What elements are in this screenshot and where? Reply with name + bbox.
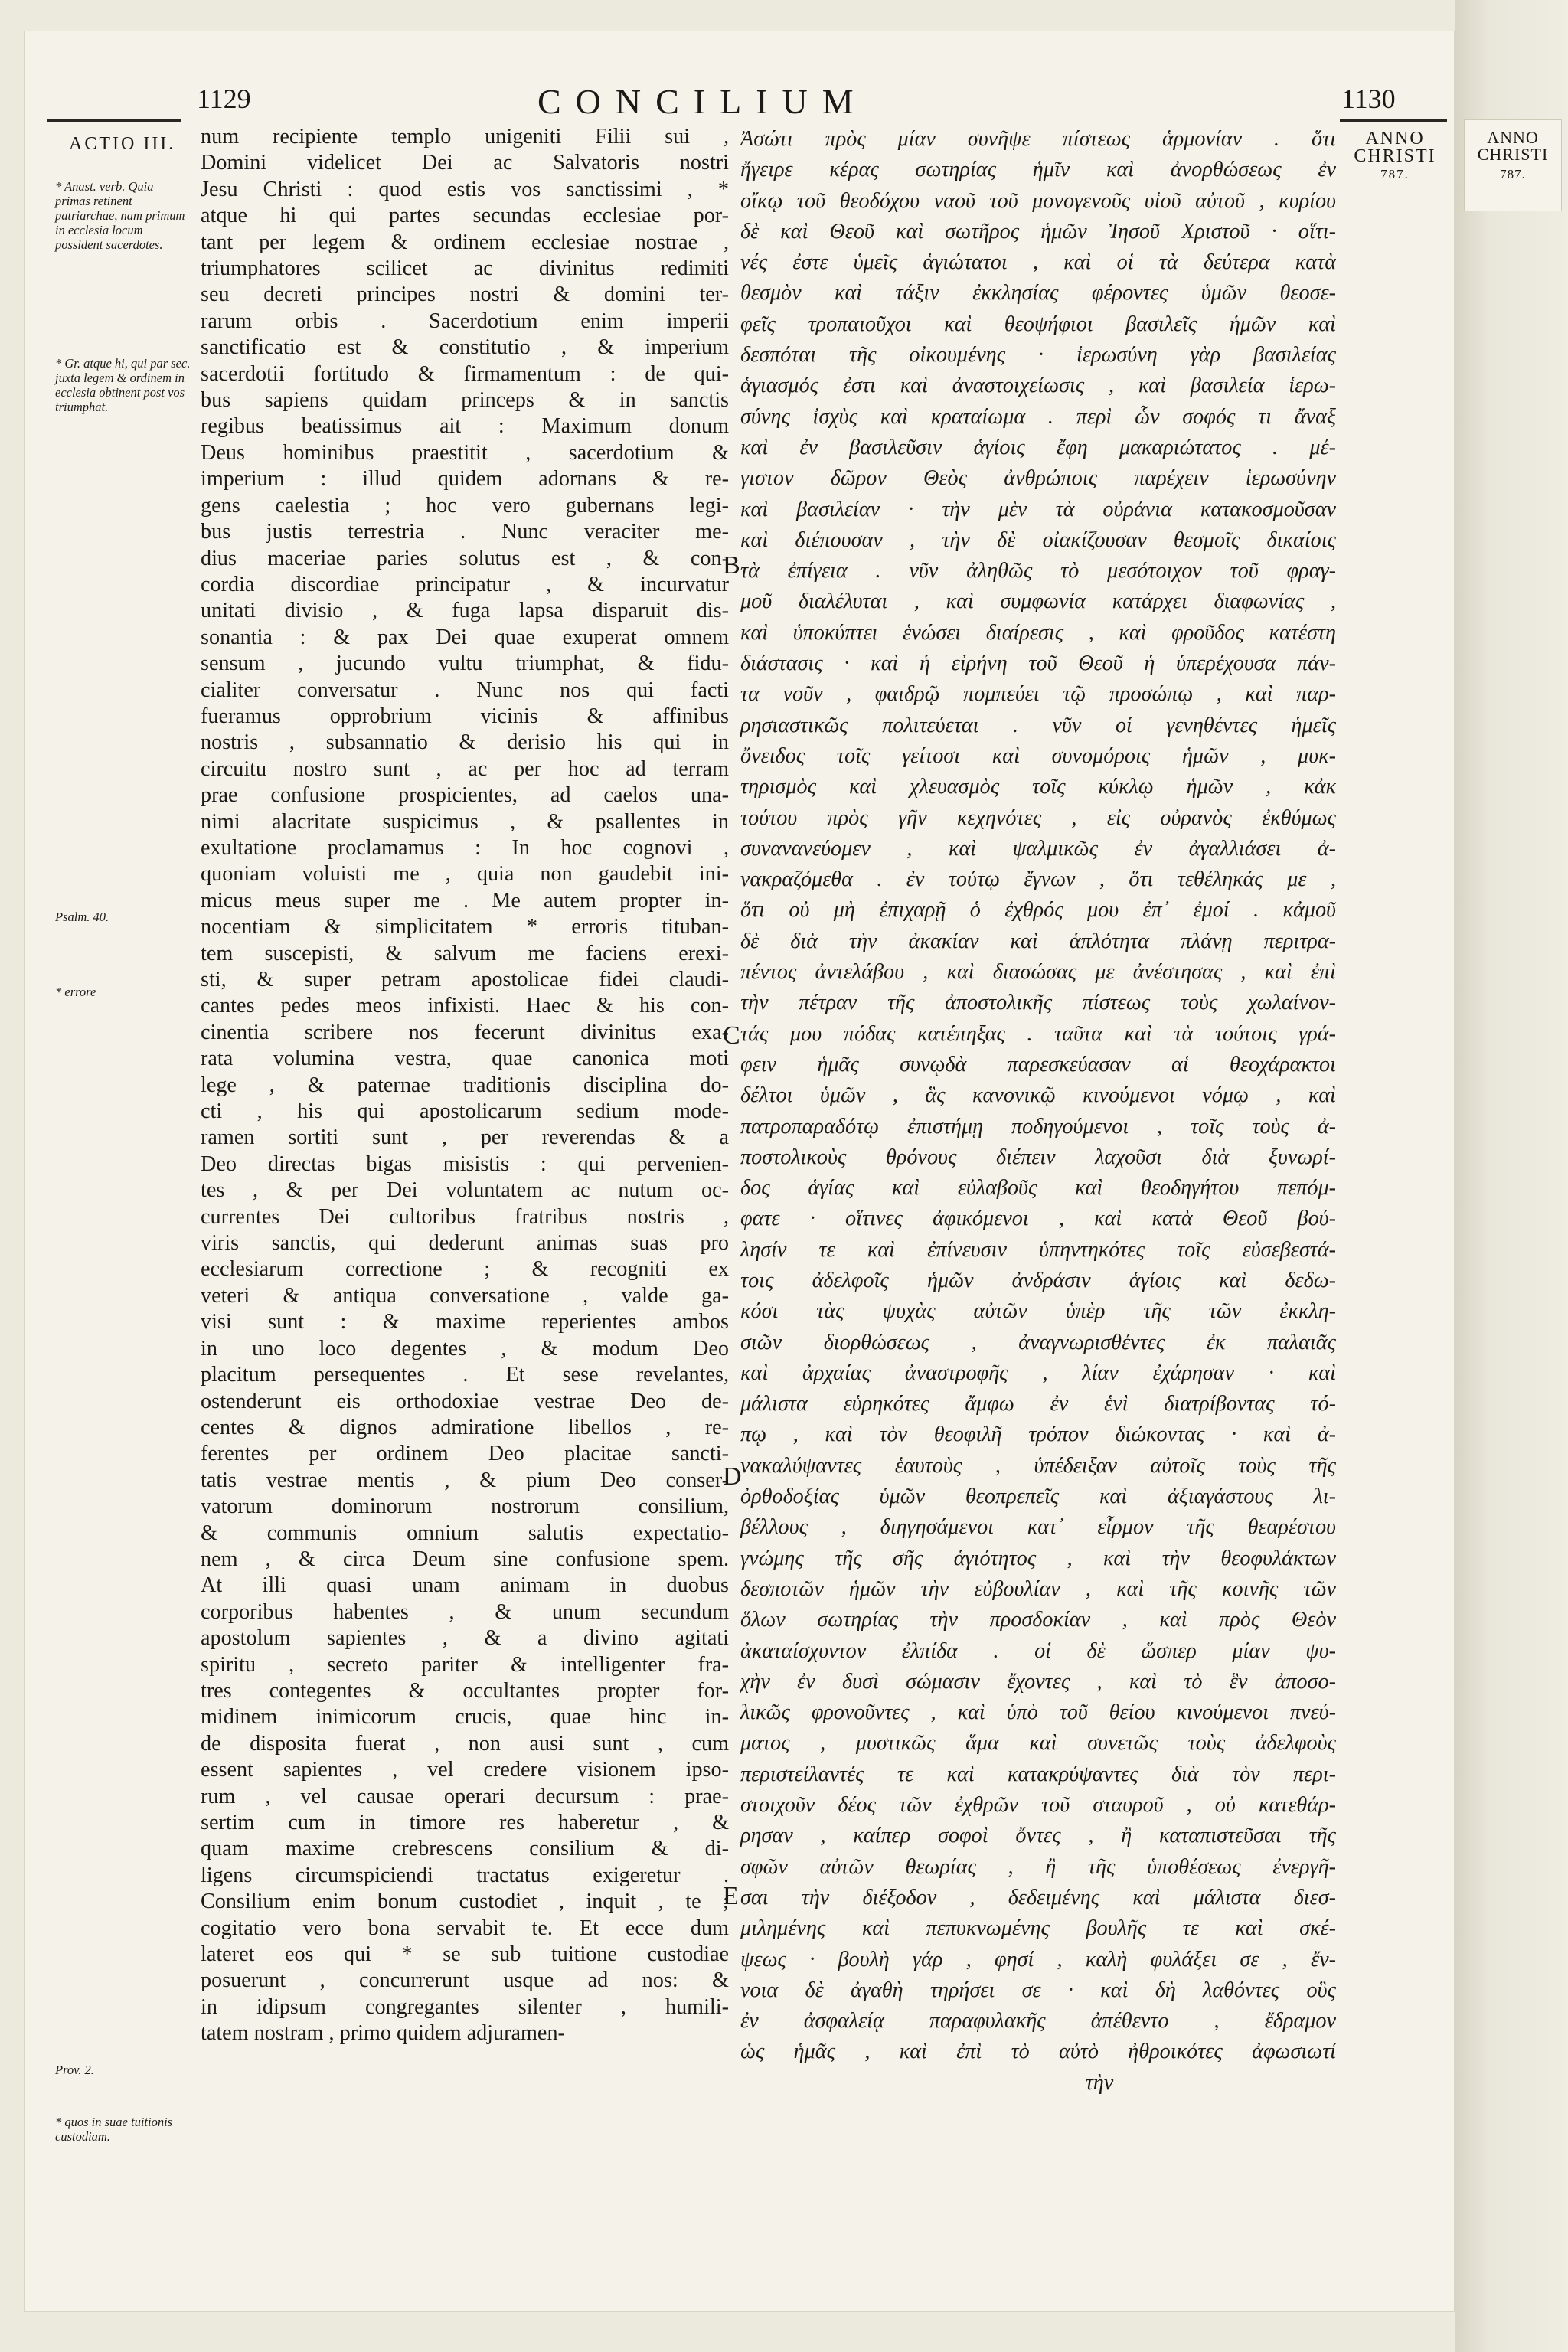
latin-text-line: gens caelestia ; hoc vero gubernans legi- [201, 493, 729, 518]
greek-text-line: νοια δὲ ἀγαθὴ τηρήσει σε · καὶ δὴ λαθόντες οὓς [740, 1978, 1336, 2002]
greek-text-line: μάλιστα εὑρηκότες ἄμφω ἐν ἑνὶ διατρίβοντας τό- [740, 1392, 1336, 1416]
anno-year: 787. [1380, 167, 1410, 181]
latin-text-line: seu decreti principes nostri & domini ter- [201, 283, 729, 307]
greek-text-line: οἴκῳ τοῦ θεοδόχου ναοῦ τοῦ μονογενοῦς υἱοῦ αὐτοῦ , κυρίου [740, 188, 1336, 213]
latin-text-line: quam maxime crebrescens consilium & di- [201, 1837, 729, 1861]
latin-text-line: ramen sortiti sunt , per reverendas & a [201, 1125, 729, 1150]
facing-anno-year: 787. [1500, 167, 1526, 181]
greek-text-line: γιστον δῶρον Θεὸς ἀνθρώποις παρέχειν ἱερωσύνην [740, 466, 1336, 491]
latin-text-line: cordia discordiae principatur , & incurvatur [201, 572, 729, 596]
latin-text-line: cinentia scribere nos fecerunt divinitus exa- [201, 1020, 729, 1044]
greek-text-line: ὀρθοδοξίας ὑμῶν θεοπρεπεῖς καὶ ἀξιαγάστους λι- [740, 1485, 1336, 1509]
latin-text-line: sti, & super petram apostolicae fidei claudi- [201, 968, 729, 991]
latin-text-line: sacerdotii fortitudo & firmamentum : de qui- [201, 361, 729, 386]
greek-text-line: δεσπόται τῆς οἰκουμένης · ἱερωσύνη γὰρ βασιλείας [740, 343, 1336, 368]
latin-text-line: corporibus habentes , & unum secundum [201, 1599, 729, 1624]
greek-text-line: πέντος ἀντελάβου , καὶ διασώσας με ἀνέστησας , καὶ ἐπὶ [740, 960, 1336, 985]
latin-text-line: tes , & per Dei voluntatem ac nutum oc- [201, 1178, 729, 1203]
greek-text-line: ἤγειρε κέρας σωτηρίας ἡμῖν καὶ ἀνορθώσεως ἐν [740, 158, 1336, 182]
greek-text-line: δεσποτῶν ἡμῶν τὴν εὐβουλίαν , καὶ τῆς κοινῆς τῶν [740, 1576, 1336, 1601]
latin-text-line: cti , his qui apostolicarum sedium mode- [201, 1099, 729, 1124]
latin-text-line: rum , vel causae operari decursum : prae- [201, 1784, 729, 1808]
greek-text-line: διάστασις · καὶ ἡ εἰρήνη τοῦ Θεοῦ ἡ ὑπερέχουσα πάν- [740, 652, 1336, 676]
latin-text-line: regibus beatissimus ait : Maximum donum [201, 414, 729, 439]
latin-text-line: cogitatio vero bona servabit te. Et ecce dum [201, 1916, 729, 1940]
greek-text-line: τα νοῦν , φαιδρῷ πομπεύει τῷ προσώπῳ , καὶ παρ- [740, 682, 1336, 707]
greek-text-line: βέλλους , διηγησάμενοι κατ᾽ εἶρμον τῆς θεαρέστου [740, 1515, 1336, 1540]
latin-text-line: micus meus super me . Me autem propter in- [201, 888, 729, 913]
latin-text-line: sertim cum in timore res haberetur , & [201, 1811, 729, 1834]
greek-text-line: ἀκαταίσχυντον ἐλπίδα . οἱ δὲ ὥσπερ μίαν ψυ- [740, 1638, 1336, 1663]
book-page-edge [1455, 0, 1568, 2352]
margin-note-errore: * errore [55, 985, 96, 999]
anno-label: ANNO CHRISTI [1354, 129, 1436, 166]
greek-text-line: καὶ ὑποκύπτει ἑνώσει διαίρεσις , καὶ φροῦδος κατέστη [740, 620, 1336, 645]
greek-text-line: στοιχοῦν δέος τῶν ἐχθρῶν τοῦ σταυροῦ , οὐ κατεθάρ- [740, 1793, 1336, 1818]
latin-text-line: rarum orbis . Sacerdotium enim imperii [201, 309, 729, 333]
margin-note-anastasius: * Anast. verb. Quia primas retinent patriarchae, nam primum in ecclesia locum possident sacerdotes. [55, 179, 185, 252]
greek-text-line: δος ἁγίας καὶ εὐλαβοῦς καὶ θεοδηγήτου πεπόμ- [740, 1176, 1336, 1200]
latin-text-line: tant per legem & ordinem ecclesiae nostrae , [201, 230, 729, 254]
facing-page-year-tab [1464, 119, 1562, 211]
latin-text-line: in uno loco degentes , & modum Deo [201, 1336, 729, 1361]
greek-text-line: σιῶν διορθώσεως , ἀναγνωρισθέντες ἐκ παλαιᾶς [740, 1330, 1336, 1354]
latin-text-line: prae confusione prospicientes, ad caelos una- [201, 783, 729, 808]
greek-text-line: τάς μου πόδας κατέπηξας . ταῦτα καὶ τὰ τούτοις γρά- [740, 1021, 1336, 1046]
latin-text-line: tem suscepisti, & salvum me faciens erexi- [201, 941, 729, 965]
latin-text-line: visi sunt : & maxime reperientes ambos [201, 1310, 729, 1334]
latin-text-line: ligens circumspiciendi tractatus exigeretur . [201, 1863, 729, 1887]
greek-text-line: Ἀσώτι πρὸς μίαν συνῆψε πίστεως ἁρμονίαν . ὅτι [740, 127, 1336, 151]
latin-text-line: Jesu Christi : quod estis vos sanctissimi , * [201, 177, 729, 201]
latin-text-line: atque hi qui partes secundas ecclesiae por- [201, 204, 729, 228]
greek-text-line: ἁγιασμός ἐστι καὶ ἀναστοιχείωσις , καὶ βασιλεία ἱερω- [740, 374, 1336, 398]
latin-text-line: essent sapientes , vel credere visionem ipso- [201, 1758, 729, 1782]
latin-text-line: quoniam voluisti me , quia non gaudebit ini- [201, 862, 729, 887]
latin-text-line: nimi alacritate suspicimus , & psallentes in [201, 809, 729, 834]
latin-text-line: bus sapiens quidam princeps & in sanctis [201, 388, 729, 413]
latin-text-line: nostris , subsannatio & derisio his qui in [201, 730, 729, 755]
latin-text-line: ostenderunt eis orthodoxiae vestrae Deo de- [201, 1389, 729, 1413]
greek-text-line: τὰ ἐπίγεια . νῦν ἀληθῶς τὸ μεσότοιχον τοῦ φραγ- [740, 559, 1336, 583]
latin-text-line: Deus hominibus praestitit , sacerdotium & [201, 440, 729, 465]
latin-text-line: centes & dignos admiratione libellos , re- [201, 1415, 729, 1439]
latin-text-line: triumphatores scilicet ac divinitus redimiti [201, 256, 729, 281]
section-marker-b: B [723, 551, 740, 580]
book-page [24, 31, 1455, 2312]
latin-text-line: nocentiam & simplicitatem * erroris tituban- [201, 915, 729, 939]
greek-text-line: γνώμης τῆς σῆς ἁγιότητος , καὶ τὴν θεοφυλάκτων [740, 1546, 1336, 1570]
greek-text-line: ποστολικοὺς θρόνους διέπειν λαχοῦσι διὰ ξυνωρί- [740, 1145, 1336, 1169]
latin-text-line: spiritu , secreto pariter & intelligenter fra- [201, 1652, 729, 1677]
greek-text-line: πατροπαραδότῳ ἐπιστήμῃ ποδηγούμενοι , τοῖς τοὺς ἀ- [740, 1114, 1336, 1138]
latin-text-line: viris sanctis, qui dederunt animas suas pro [201, 1231, 729, 1256]
greek-text-line: πῳ , καὶ τὸν θεοφιλῆ τρόπον διώκοντας · καὶ ἀ- [740, 1423, 1336, 1447]
greek-text-line: φεῖς τροπαιοῦχοι καὶ θεοψήφιοι βασιλεῖς ἡμῶν καὶ [740, 312, 1336, 336]
latin-text-line: sanctificatio est & constitutio , & imperium [201, 335, 729, 360]
section-marker-c: C [723, 1021, 740, 1050]
greek-text-line: φατε · οἵτινες ἀφικόμενοι , καὶ κατὰ Θεοῦ βού- [740, 1207, 1336, 1231]
facing-anno-label: ANNO CHRISTI [1477, 128, 1549, 164]
section-marker-e: E [723, 1882, 739, 1910]
greek-text-line: κόσι τὰς ψυχὰς αὐτῶν ὑπὲρ τῆς τῶν ἐκκλη- [740, 1299, 1336, 1324]
latin-text-line: sensum , jucundo vultu triumphat, & fidu- [201, 652, 729, 676]
greek-text-line: θεσμὸν καὶ τάξιν ἐκκλησίας φέροντες ὑμῶν θεοσε- [740, 281, 1336, 305]
latin-text-line: Domini videlicet Dei ac Salvatoris nostri [201, 151, 729, 175]
greek-text-line: συνανανεύομεν , καὶ ψαλμικῶς ἐν ἀγαλλιάσει ἀ- [740, 836, 1336, 861]
greek-text-line: νές ἐστε ὑμεῖς ἁγιώτατοι , καὶ οἱ τὰ δεύτερα κατὰ [740, 250, 1336, 275]
left-header-rule [47, 119, 181, 122]
greek-text-line: ὄνειδος τοῖς γείτοσι καὶ συνομόροις ἡμῶν , μυκ- [740, 743, 1336, 768]
greek-text-line: ματος , μυστικῶς ἅμα καὶ συνετῶς τοὺς ἀδελφοὺς [740, 1731, 1336, 1756]
latin-text-line: tres contegentes & occultantes propter for- [201, 1678, 729, 1703]
greek-text-line: φειν ἡμᾶς συνῳδὰ παρεσκεύασαν αἱ θεοχάρακτοι [740, 1052, 1336, 1076]
greek-text-line: σφῶν αὐτῶν θεωρίας , ἢ τῆς ὑποθέσεως ἐνεργῆ- [740, 1854, 1336, 1879]
greek-text-line: ρησαν , καίπερ σοφοὶ ὄντες , ἢ καταπιστεῦσαι τῆς [740, 1824, 1336, 1848]
latin-text-line: vatorum dominorum nostrorum consilium, [201, 1494, 729, 1519]
latin-text-line: num recipiente templo unigeniti Filii sui , [201, 125, 729, 149]
margin-note-greek-variant: * Gr. atque hi, qui par sec. juxta legem & ordinem in ecclesia obtinent post vos triumphat. [55, 356, 191, 414]
running-header [24, 54, 1455, 121]
right-page-number: 1130 [1341, 83, 1396, 114]
latin-text-line: ferentes per ordinem Deo placitae sancti- [201, 1442, 729, 1466]
greek-text-line: χὴν ἐν δυσὶ σώμασιν ἔχοντες , καὶ τὸ ἓν ἀποσο- [740, 1669, 1336, 1694]
latin-text-line: cantes pedes meos infixisti. Haec & his con- [201, 994, 729, 1018]
greek-column [740, 124, 1336, 2099]
greek-text-line: τούτου πρὸς γῆν κεχηνότες , εἰς οὐρανὸς ἐκθύμως [740, 805, 1336, 830]
greek-text-line: καὶ διέπουσαν , τὴν δὲ οἰακίζουσαν θεσμοῖς δικαίοις [740, 528, 1336, 552]
latin-text-line: imperium : illud quidem adornans & re- [201, 467, 729, 492]
greek-text-line: δὲ διὰ τὴν ἀκακίαν καὶ ἁπλότητα πλάνῃ περιτρα- [740, 929, 1336, 953]
latin-text-line: tatem nostram , primo quidem adjuramen- [201, 2021, 565, 2046]
latin-text-line: lege , & paternae traditionis disciplina do- [201, 1073, 729, 1097]
greek-text-line: ψεως · βουλὴ γάρ , φησί , καλὴ φυλάξει σε , ἔν- [740, 1947, 1336, 1971]
latin-text-line: nem , & circa Deum sine confusione spem. [201, 1547, 729, 1571]
greek-text-line: ἐν ἀσφαλείᾳ παραφυλακῆς ἀπέθεντο , ἔδραμον [740, 2009, 1336, 2034]
greek-text-line: σύνης ἰσχὺς καὶ κραταίωμα . περὶ ὧν σοφός τι ἄναξ [740, 404, 1336, 429]
latin-text-line: posuerunt , concurrerunt usque ad nos: & [201, 1968, 729, 1993]
latin-text-line: unitati divisio , & fuga lapsa disparuit dis- [201, 599, 729, 623]
greek-text-line: ρησιαστικῶς πολιτεύεται . νῦν οἱ γενηθέντες ἡμεῖς [740, 713, 1336, 737]
latin-text-line: cialiter conversatur . Nunc nos qui facti [201, 678, 729, 702]
latin-text-line: veteri & antiqua conversatione , valde ga- [201, 1283, 729, 1308]
greek-text-line: τοις ἀδελφοῖς ἡμῶν ἀνδράσιν ἁγίοις καὶ δεδω- [740, 1268, 1336, 1292]
actio-marker: ACTIO III. [69, 134, 176, 154]
greek-text-line: δέλτοι ὑμῶν , ἃς κανονικῷ κινούμενοι νόμῳ , καὶ [740, 1083, 1336, 1108]
running-title: CONCILIUM [537, 82, 868, 121]
greek-text-line: τηρισμὸς καὶ χλευασμὸς τοῖς κύκλῳ ἡμῶν , κἀκ [740, 775, 1336, 799]
greek-text-line: μοῦ διαλέλυται , καὶ συμφωνία κατάρχει διαφωνίας , [740, 590, 1336, 614]
section-marker-d: D [723, 1462, 742, 1491]
margin-note-quos: * quos in suae tuitionis custodiam. [55, 2115, 173, 2144]
greek-text-line: καὶ ἀρχαίας ἀναστροφῆς , λίαν ἐχάρησαν · καὶ [740, 1361, 1336, 1385]
latin-text-line: Deo directas bigas misistis : qui pervenien- [201, 1152, 729, 1176]
latin-text-line: exultatione proclamamus : In hoc cognovi , [201, 835, 729, 860]
greek-text-line: ὅλων σωτηρίας τὴν προσδοκίαν , καὶ πρὸς Θεὸν [740, 1608, 1336, 1632]
greek-text-line: τὴν [1085, 2070, 1114, 2095]
latin-text-line: lateret eos qui * se sub tuitione custodiae [201, 1942, 729, 1967]
greek-text-line: μιλημένης καὶ πεπυκνωμένης βουλῆς τε καὶ σκέ- [740, 1916, 1336, 1941]
greek-text-line: λησίν τε καὶ ἐπίνευσιν ὑπηντηκότες τοῖς εὐσεβεστά- [740, 1237, 1336, 1262]
greek-text-line: δὲ καὶ Θεοῦ καὶ σωτῆρος ἡμῶν Ἰησοῦ Χριστοῦ · οἵτι- [740, 219, 1336, 243]
latin-text-line: sonantia : & pax Dei quae exuperat omnem [201, 625, 729, 649]
greek-text-line: ὅτι οὐ μὴ ἐπιχαρῇ ὁ ἐχθρός μου ἐπ᾽ ἐμοί . κἀμοῦ [740, 898, 1336, 923]
latin-text-line: At illi quasi unam animam in duobus [201, 1573, 729, 1598]
latin-text-line: apostolum sapientes , & a divino agitati [201, 1626, 729, 1651]
latin-text-line: ecclesiarum correctione ; & recogniti ex [201, 1257, 729, 1282]
left-page-number: 1129 [197, 83, 251, 114]
latin-text-line: bus justis terrestria . Nunc veraciter me- [201, 520, 729, 544]
greek-text-line: καὶ ἐν βασιλεῦσιν ἁγίοις ἔφη μακαριώτατος . μέ- [740, 435, 1336, 459]
greek-text-line: λικῶς φρονοῦντες , καὶ ὑπὸ τοῦ θείου κινούμενοι πνεύ- [740, 1700, 1336, 1725]
margin-note-proverbs: Prov. 2. [55, 2063, 94, 2077]
anno-christi-note [1341, 130, 1449, 183]
latin-column [201, 124, 729, 2047]
latin-text-line: placitum persequentes . Et sese revelantes, [201, 1363, 729, 1387]
greek-text-line: νακραζόμεθα . ἐν τούτῳ ἔγνων , ὅτι τεθέληκάς με , [740, 867, 1336, 892]
latin-text-line: currentes Dei cultoribus fratribus nostris , [201, 1204, 729, 1229]
greek-text-line: νακαλύψαντες ἑαυτοὺς , ὑπέδειξαν αὐτοῖς τοὺς τῆς [740, 1453, 1336, 1478]
greek-text-line: ὡς ἡμᾶς , καὶ ἐπὶ τὸ αὐτὸ ἠθροικότες ἀφωσιωτί [740, 2040, 1336, 2064]
greek-text-line: σαι τὴν διέξοδον , δεδειμένης καὶ μάλιστα διεσ- [740, 1885, 1336, 1909]
right-header-rule [1340, 119, 1447, 122]
margin-note-psalm: Psalm. 40. [55, 910, 109, 924]
latin-text-line: midinem inimicorum crucis, quae hinc in- [201, 1705, 729, 1730]
latin-text-line: circuitu nostro sunt , ac per hoc ad terram [201, 756, 729, 781]
latin-text-line: & communis omnium salutis expectatio- [201, 1521, 729, 1545]
greek-text-line: τὴν πέτραν τῆς ἀποστολικῆς πίστεως τοὺς χωλαίνον- [740, 991, 1336, 1015]
latin-text-line: fueramus opprobrium vicinis & affinibus [201, 704, 729, 728]
latin-text-line: dius maceriae paries solutus est , & con- [201, 546, 729, 570]
latin-text-line: in idipsum congregantes silenter , humili- [201, 1994, 729, 2019]
latin-text-line: rata volumina vestra, quae canonica moti [201, 1047, 729, 1071]
latin-text-line: tatis vestrae mentis , & pium Deo conser- [201, 1468, 729, 1492]
greek-text-line: καὶ βασιλείαν · τὴν μὲν τὰ οὐράνια κατακοσμοῦσαν [740, 497, 1336, 521]
greek-text-line: περιστείλαντές τε καὶ κατακρύψαντες διὰ τὸν περι- [740, 1762, 1336, 1786]
latin-text-line: de disposita fuerat , non ausi sunt , cum [201, 1731, 729, 1756]
latin-text-line: Consilium enim bonum custodiet , inquit , te ; [201, 1890, 729, 1914]
